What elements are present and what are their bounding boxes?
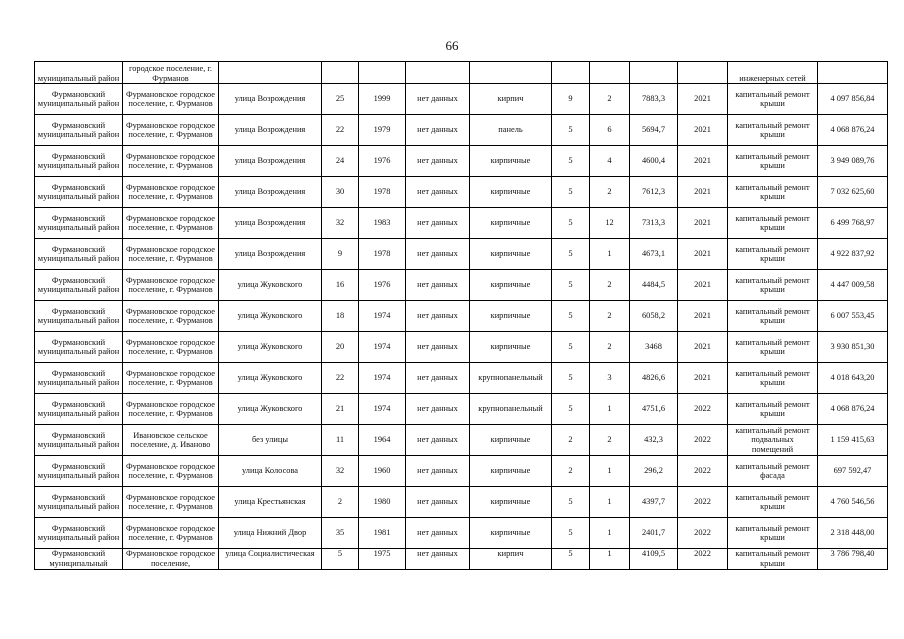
cell-year: 1983 (359, 208, 406, 239)
cell-settlement: Фурмановское городское поселение, г. Фурманов (123, 146, 219, 177)
cell-prev-repair: нет данных (406, 425, 470, 456)
cell-floors: 5 (552, 177, 590, 208)
cell-house: 30 (322, 177, 359, 208)
cell-cost: 4 447 009,58 (818, 270, 888, 301)
cell-area: 4484,5 (630, 270, 678, 301)
cell-district: Фурмановский муниципальный район (35, 208, 123, 239)
cell-cost: 2 318 448,00 (818, 518, 888, 549)
cell-settlement: Фурмановское городское поселение, г. Фурманов (123, 301, 219, 332)
cell-year: 1974 (359, 301, 406, 332)
cell-cost: 1 159 415,63 (818, 425, 888, 456)
cell-house: 32 (322, 208, 359, 239)
cell-year: 1978 (359, 177, 406, 208)
table-row (35, 518, 888, 549)
cell-district: Фурмановский муниципальный район (35, 394, 123, 425)
cell-plan-year: 2022 (678, 549, 728, 570)
cell-house: 2 (322, 487, 359, 518)
cell-settlement: Фурмановское городское поселение, г. Фурманов (123, 487, 219, 518)
table-row (35, 425, 888, 456)
cell-work: капитальный ремонт крыши (728, 332, 818, 363)
cell-material: кирпичные (470, 208, 552, 239)
housing-repair-table (34, 61, 888, 570)
cell-settlement: Фурмановское городское поселение, (123, 549, 219, 570)
cell-settlement: Фурмановское городское поселение, г. Фурманов (123, 518, 219, 549)
cell-street: улица Колосова (219, 456, 322, 487)
cell-material: кирпичные (470, 239, 552, 270)
cell-entrances: 2 (590, 425, 630, 456)
cell-entrances: 3 (590, 363, 630, 394)
cell-prev-repair: нет данных (406, 84, 470, 115)
cell-house: 5 (322, 549, 359, 570)
cell-material: кирпич (470, 84, 552, 115)
cell-street: улица Жуковского (219, 363, 322, 394)
cell-floors: 2 (552, 425, 590, 456)
cell-work: капитальный ремонт крыши (728, 518, 818, 549)
cell-work: капитальный ремонт крыши (728, 115, 818, 146)
table-row (35, 270, 888, 301)
cell-prev-repair: нет данных (406, 363, 470, 394)
cell-district: Фурмановский муниципальный район (35, 270, 123, 301)
cell-entrances: 1 (590, 518, 630, 549)
cell-floors: 5 (552, 301, 590, 332)
table-row (35, 146, 888, 177)
cell-settlement: Фурмановское городское поселение, г. Фурманов (123, 332, 219, 363)
cell-area: 4600,4 (630, 146, 678, 177)
cell-street: улица Жуковского (219, 332, 322, 363)
cell-floors: 5 (552, 115, 590, 146)
cell-street: улица Возрождения (219, 84, 322, 115)
cell-entrances: 2 (590, 270, 630, 301)
cell-entrances: 2 (590, 177, 630, 208)
cell-prev-repair: нет данных (406, 549, 470, 570)
cell-settlement: Фурмановское городское поселение, г. Фурманов (123, 239, 219, 270)
cell-entrances: 12 (590, 208, 630, 239)
cell-plan-year: 2022 (678, 487, 728, 518)
cell-entrances: 1 (590, 394, 630, 425)
cell-settlement: Фурмановское городское поселение, г. Фурманов (123, 363, 219, 394)
cell-work: капитальный ремонт крыши (728, 177, 818, 208)
cell-floors: 2 (552, 456, 590, 487)
cell-year: 1974 (359, 363, 406, 394)
cell-house: 24 (322, 146, 359, 177)
cell-district: Фурмановский муниципальный район (35, 177, 123, 208)
cell-plan-year: 2021 (678, 270, 728, 301)
cell-cost: 6 499 768,97 (818, 208, 888, 239)
cell-house: 11 (322, 425, 359, 456)
cell-plan-year: 2022 (678, 394, 728, 425)
cell-material: крупнопанельный (470, 363, 552, 394)
cell-work: капитальный ремонт крыши (728, 301, 818, 332)
cell-cost: 4 760 546,56 (818, 487, 888, 518)
cell-cost: 3 949 089,76 (818, 146, 888, 177)
cell-area: 4673,1 (630, 239, 678, 270)
table-row (35, 332, 888, 363)
cell-material: кирпичные (470, 177, 552, 208)
cell-floors (552, 62, 590, 84)
cell-plan-year: 2021 (678, 239, 728, 270)
cell-plan-year (678, 62, 728, 84)
cell-year: 1974 (359, 394, 406, 425)
cell-cost: 4 068 876,24 (818, 115, 888, 146)
cell-material: кирпичные (470, 332, 552, 363)
table-row (35, 84, 888, 115)
table-row (35, 363, 888, 394)
cell-work: капитальный ремонт крыши (728, 363, 818, 394)
cell-house: 35 (322, 518, 359, 549)
cell-plan-year: 2022 (678, 456, 728, 487)
cell-settlement: городское поселение, г. Фурманов (123, 62, 219, 84)
cell-year: 1979 (359, 115, 406, 146)
cell-settlement: Ивановское сельское поселение, д. Иваново (123, 425, 219, 456)
cell-street: улица Крестьянская (219, 487, 322, 518)
cell-house: 9 (322, 239, 359, 270)
cell-prev-repair: нет данных (406, 394, 470, 425)
cell-material: кирпичные (470, 518, 552, 549)
table-row-continued (35, 62, 888, 84)
cell-year: 1980 (359, 487, 406, 518)
cell-plan-year: 2021 (678, 332, 728, 363)
cell-district: Фурмановский муниципальный район (35, 518, 123, 549)
cell-entrances (590, 62, 630, 84)
cell-plan-year: 2021 (678, 301, 728, 332)
cell-district: Фурмановский муниципальный район (35, 332, 123, 363)
cell-area: 4826,6 (630, 363, 678, 394)
cell-year: 1978 (359, 239, 406, 270)
cell-year: 1960 (359, 456, 406, 487)
cell-street: без улицы (219, 425, 322, 456)
table-row (35, 549, 888, 570)
cell-entrances: 1 (590, 487, 630, 518)
cell-prev-repair: нет данных (406, 270, 470, 301)
cell-settlement: Фурмановское городское поселение, г. Фурманов (123, 270, 219, 301)
cell-year: 1976 (359, 270, 406, 301)
cell-house: 21 (322, 394, 359, 425)
cell-settlement: Фурмановское городское поселение, г. Фурманов (123, 456, 219, 487)
cell-plan-year: 2021 (678, 146, 728, 177)
cell-plan-year: 2022 (678, 425, 728, 456)
cell-floors: 5 (552, 487, 590, 518)
cell-entrances: 4 (590, 146, 630, 177)
cell-year: 1975 (359, 549, 406, 570)
cell-work: капитальный ремонт фасада (728, 456, 818, 487)
cell-year: 1976 (359, 146, 406, 177)
table-row (35, 301, 888, 332)
cell-cost: 4 097 856,84 (818, 84, 888, 115)
cell-entrances: 1 (590, 456, 630, 487)
cell-area: 7313,3 (630, 208, 678, 239)
cell-material: кирпичные (470, 301, 552, 332)
cell-cost: 7 032 625,60 (818, 177, 888, 208)
cell-house: 22 (322, 363, 359, 394)
cell-year: 1981 (359, 518, 406, 549)
table-row (35, 394, 888, 425)
cell-district: Фурмановский муниципальный (35, 549, 123, 570)
cell-street: улица Социалистическая (219, 549, 322, 570)
cell-entrances: 6 (590, 115, 630, 146)
cell-settlement: Фурмановское городское поселение, г. Фурманов (123, 208, 219, 239)
cell-material: кирпичные (470, 146, 552, 177)
cell-street: улица Нижний Двор (219, 518, 322, 549)
cell-area: 432,3 (630, 425, 678, 456)
cell-floors: 5 (552, 239, 590, 270)
table-row (35, 456, 888, 487)
cell-work: капитальный ремонт крыши (728, 394, 818, 425)
cell-work: капитальный ремонт крыши (728, 239, 818, 270)
table-row (35, 208, 888, 239)
cell-district: Фурмановский муниципальный район (35, 363, 123, 394)
cell-entrances: 2 (590, 84, 630, 115)
cell-prev-repair: нет данных (406, 518, 470, 549)
cell-area: 2401,7 (630, 518, 678, 549)
cell-material: кирпичные (470, 456, 552, 487)
cell-work: капитальный ремонт крыши (728, 84, 818, 115)
cell-prev-repair (406, 62, 470, 84)
table-row (35, 177, 888, 208)
cell-work: инженерных сетей (728, 62, 818, 84)
cell-prev-repair: нет данных (406, 115, 470, 146)
cell-work: капитальный ремонт крыши (728, 549, 818, 570)
cell-floors: 5 (552, 549, 590, 570)
cell-district: Фурмановский муниципальный район (35, 239, 123, 270)
cell-house: 32 (322, 456, 359, 487)
cell-area: 7883,3 (630, 84, 678, 115)
cell-district: муниципальный район (35, 62, 123, 84)
cell-entrances: 1 (590, 239, 630, 270)
cell-floors: 5 (552, 332, 590, 363)
cell-house: 25 (322, 84, 359, 115)
cell-street (219, 62, 322, 84)
cell-cost (818, 62, 888, 84)
cell-district: Фурмановский муниципальный район (35, 146, 123, 177)
cell-material: кирпич (470, 549, 552, 570)
cell-area: 4751,6 (630, 394, 678, 425)
cell-prev-repair: нет данных (406, 301, 470, 332)
cell-cost: 3 930 851,30 (818, 332, 888, 363)
cell-area: 4109,5 (630, 549, 678, 570)
cell-house: 18 (322, 301, 359, 332)
cell-material: кирпичные (470, 487, 552, 518)
cell-plan-year: 2021 (678, 363, 728, 394)
cell-house: 16 (322, 270, 359, 301)
cell-district: Фурмановский муниципальный район (35, 487, 123, 518)
cell-cost: 4 922 837,92 (818, 239, 888, 270)
cell-cost: 4 068 876,24 (818, 394, 888, 425)
cell-district: Фурмановский муниципальный район (35, 301, 123, 332)
cell-floors: 5 (552, 394, 590, 425)
cell-material: кирпичные (470, 425, 552, 456)
cell-district: Фурмановский муниципальный район (35, 115, 123, 146)
table-row (35, 115, 888, 146)
cell-area: 296,2 (630, 456, 678, 487)
cell-street: улица Возрождения (219, 146, 322, 177)
cell-floors: 5 (552, 518, 590, 549)
cell-floors: 5 (552, 363, 590, 394)
cell-street: улица Жуковского (219, 394, 322, 425)
cell-street: улица Возрождения (219, 239, 322, 270)
table-row (35, 239, 888, 270)
cell-material: крупнопанельный (470, 394, 552, 425)
cell-plan-year: 2021 (678, 115, 728, 146)
cell-work: капитальный ремонт подвальных помещений (728, 425, 818, 456)
cell-prev-repair: нет данных (406, 487, 470, 518)
cell-prev-repair: нет данных (406, 456, 470, 487)
cell-settlement: Фурмановское городское поселение, г. Фурманов (123, 84, 219, 115)
cell-area: 7612,3 (630, 177, 678, 208)
cell-settlement: Фурмановское городское поселение, г. Фурманов (123, 394, 219, 425)
cell-floors: 5 (552, 270, 590, 301)
cell-plan-year: 2021 (678, 84, 728, 115)
cell-plan-year: 2021 (678, 177, 728, 208)
cell-floors: 5 (552, 208, 590, 239)
cell-prev-repair: нет данных (406, 332, 470, 363)
cell-year: 1999 (359, 84, 406, 115)
cell-year: 1974 (359, 332, 406, 363)
cell-area: 6058,2 (630, 301, 678, 332)
cell-plan-year: 2021 (678, 208, 728, 239)
cell-cost: 6 007 553,45 (818, 301, 888, 332)
cell-area: 4397,7 (630, 487, 678, 518)
cell-street: улица Возрождения (219, 208, 322, 239)
cell-prev-repair: нет данных (406, 239, 470, 270)
cell-entrances: 1 (590, 549, 630, 570)
cell-house: 20 (322, 332, 359, 363)
cell-work: капитальный ремонт крыши (728, 208, 818, 239)
cell-district: Фурмановский муниципальный район (35, 425, 123, 456)
cell-material (470, 62, 552, 84)
cell-work: капитальный ремонт крыши (728, 146, 818, 177)
cell-street: улица Жуковского (219, 301, 322, 332)
cell-street: улица Возрождения (219, 115, 322, 146)
cell-entrances: 2 (590, 301, 630, 332)
cell-street: улица Жуковского (219, 270, 322, 301)
cell-year: 1964 (359, 425, 406, 456)
cell-prev-repair: нет данных (406, 177, 470, 208)
cell-entrances: 2 (590, 332, 630, 363)
cell-house: 22 (322, 115, 359, 146)
cell-cost: 3 786 798,40 (818, 549, 888, 570)
cell-floors: 5 (552, 146, 590, 177)
cell-street: улица Возрождения (219, 177, 322, 208)
cell-work: капитальный ремонт крыши (728, 487, 818, 518)
cell-area (630, 62, 678, 84)
table-row (35, 487, 888, 518)
cell-cost: 697 592,47 (818, 456, 888, 487)
cell-prev-repair: нет данных (406, 208, 470, 239)
cell-material: кирпичные (470, 270, 552, 301)
cell-cost: 4 018 643,20 (818, 363, 888, 394)
cell-settlement: Фурмановское городское поселение, г. Фурманов (123, 177, 219, 208)
cell-district: Фурмановский муниципальный район (35, 84, 123, 115)
page-number: 66 (445, 38, 459, 53)
cell-prev-repair: нет данных (406, 146, 470, 177)
cell-settlement: Фурмановское городское поселение, г. Фурманов (123, 115, 219, 146)
cell-year (359, 62, 406, 84)
cell-work: капитальный ремонт крыши (728, 270, 818, 301)
cell-house (322, 62, 359, 84)
cell-plan-year: 2022 (678, 518, 728, 549)
cell-area: 5694,7 (630, 115, 678, 146)
cell-material: панель (470, 115, 552, 146)
cell-area: 3468 (630, 332, 678, 363)
cell-floors: 9 (552, 84, 590, 115)
cell-district: Фурмановский муниципальный район (35, 456, 123, 487)
